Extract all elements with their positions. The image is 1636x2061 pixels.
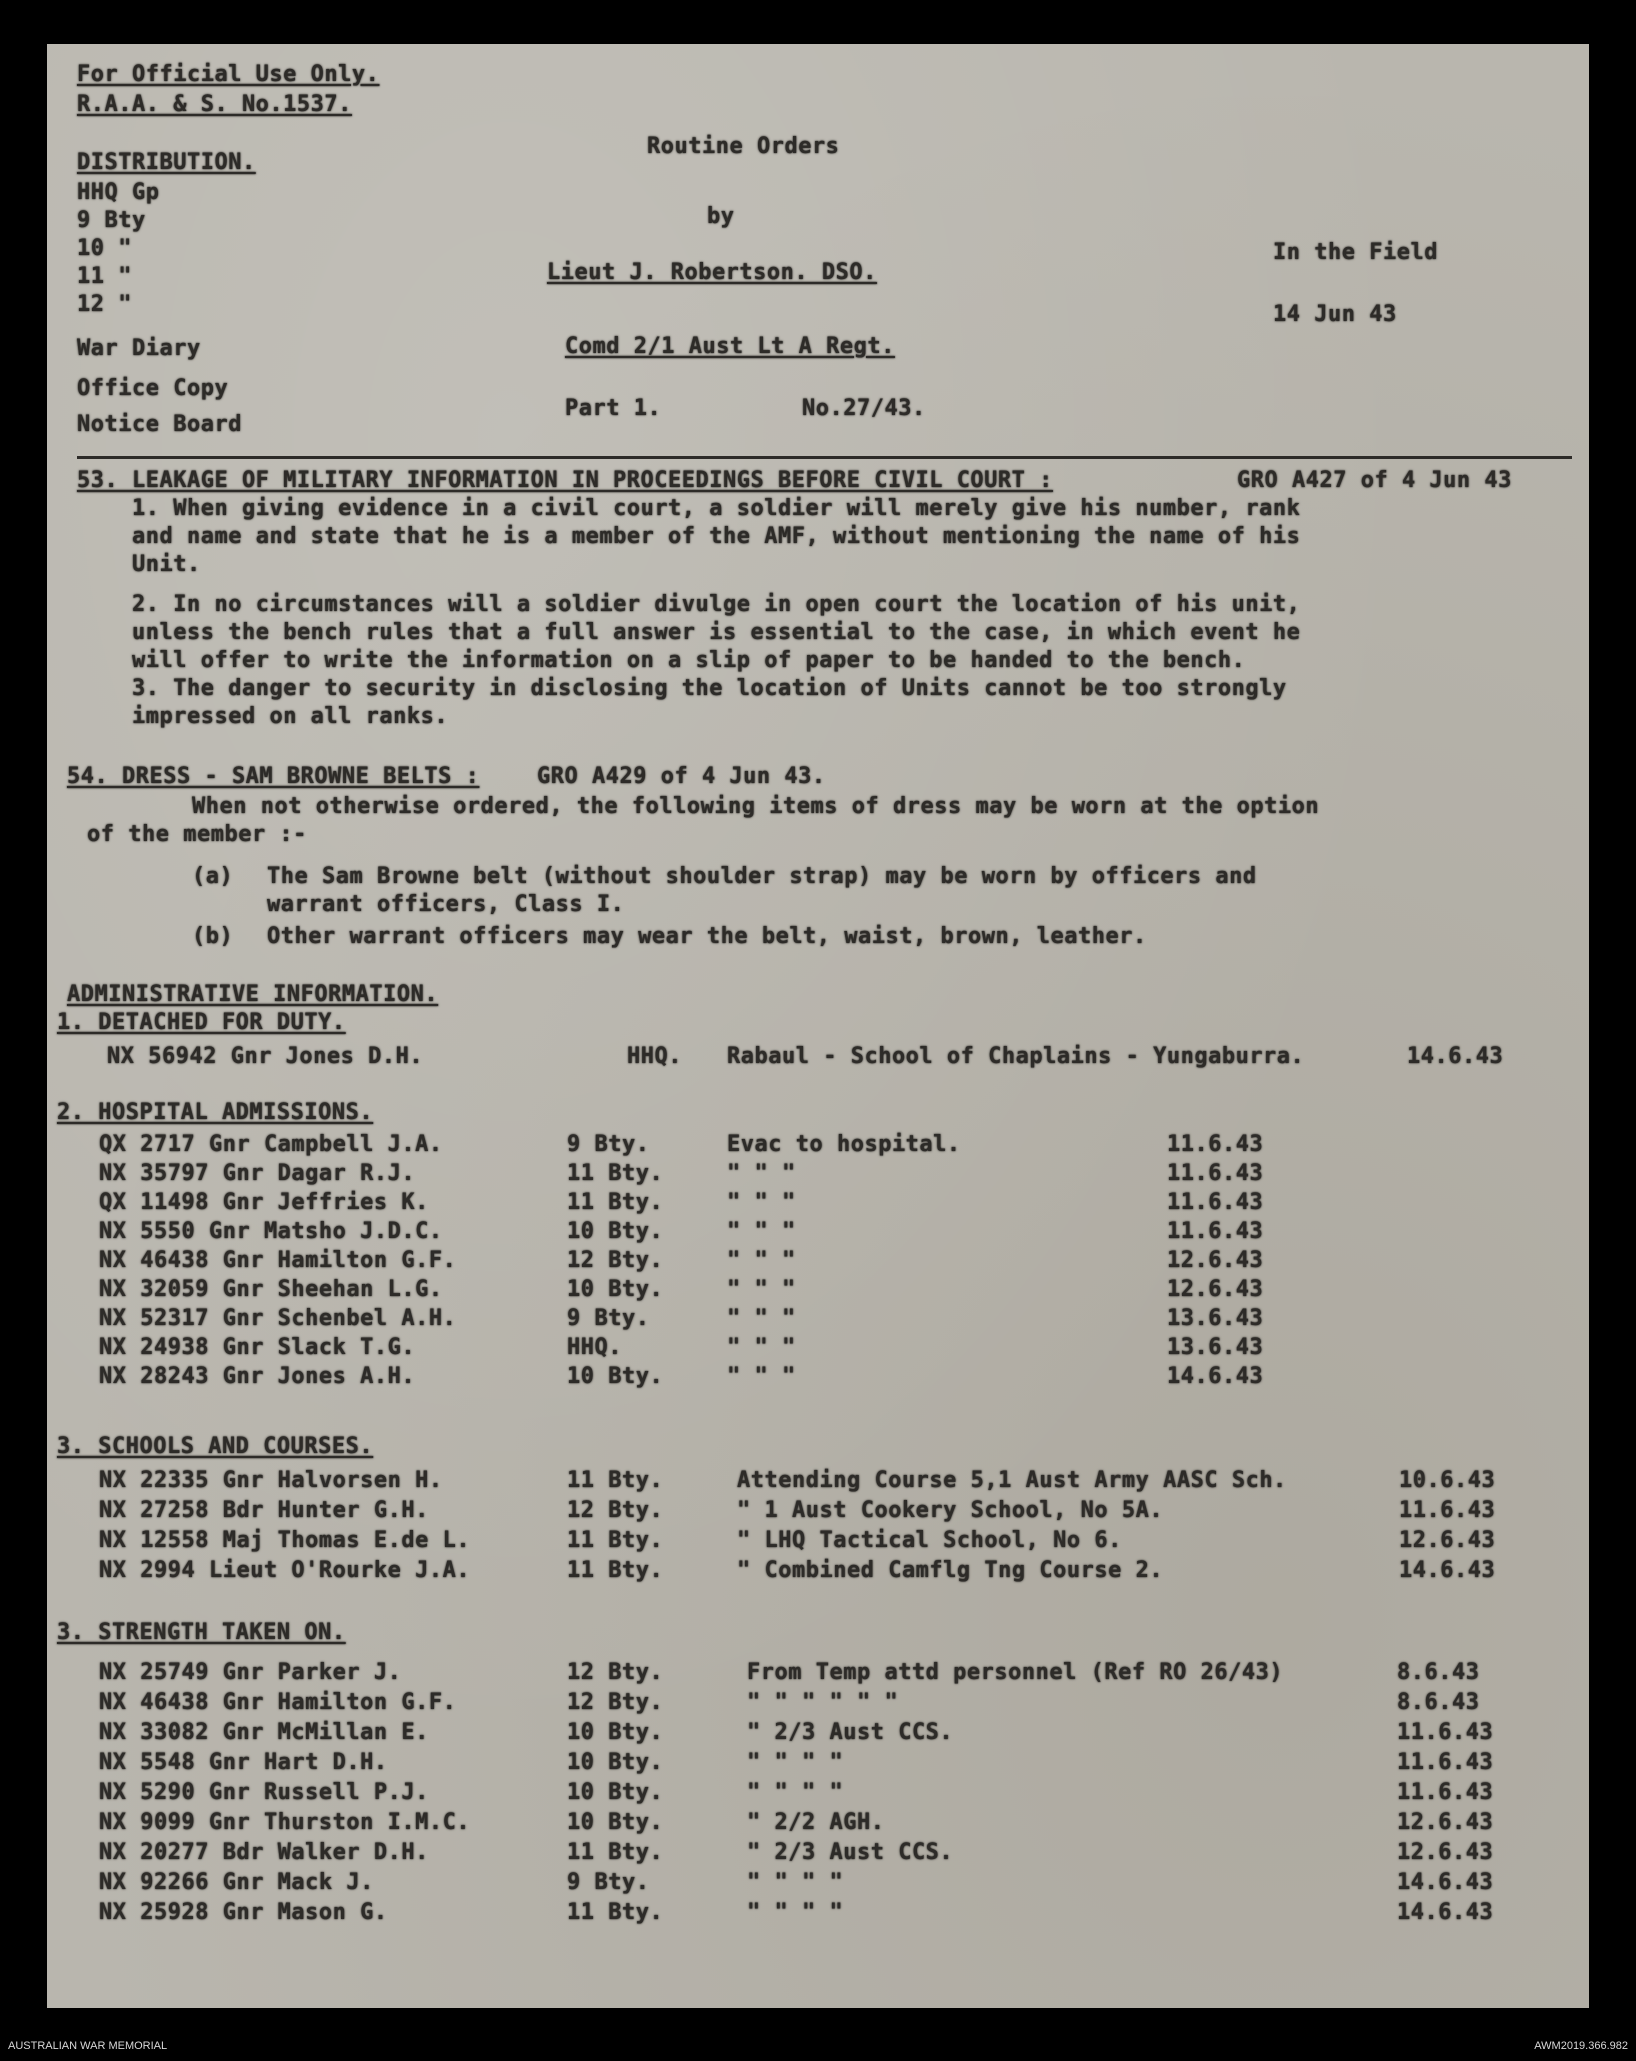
table-row-unit: 12 Bty. <box>567 1690 664 1715</box>
order-54-line: When not otherwise ordered, the following items of dress may be worn at the option <box>192 794 1320 819</box>
table-row-unit: 11 Bty. <box>567 1468 664 1493</box>
table-row-name: QX 11498 Gnr Jeffries K. <box>99 1190 429 1215</box>
table-row-date: 11.6.43 <box>1167 1190 1264 1215</box>
table-row-name: NX 28243 Gnr Jones A.H. <box>99 1364 416 1389</box>
order-54-ref: GRO A429 of 4 Jun 43. <box>537 764 826 789</box>
table-row-name: NX 24938 Gnr Slack T.G. <box>99 1335 416 1360</box>
strength-heading: 3. STRENGTH TAKEN ON. <box>57 1620 346 1645</box>
distribution-item: War Diary <box>77 336 201 361</box>
distribution-item: 10 " <box>77 236 132 261</box>
unit-name: Comd 2/1 Aust Lt A Regt. <box>565 334 895 359</box>
distribution-item: 12 " <box>77 292 132 317</box>
table-row-name: NX 5548 Gnr Hart D.H. <box>99 1750 388 1775</box>
distribution-item: Notice Board <box>77 412 242 437</box>
order-53-line: 3. The danger to security in disclosing the location of Units cannot be too strongly <box>132 676 1287 701</box>
table-row-note: " " " " <box>747 1750 844 1775</box>
order-54-heading: 54. DRESS - SAM BROWNE BELTS : <box>67 764 480 789</box>
distribution-item: Office Copy <box>77 376 229 401</box>
table-row-unit: 9 Bty. <box>567 1306 650 1331</box>
table-row-note: " " " <box>727 1161 796 1186</box>
table-row-name: NX 32059 Gnr Sheehan L.G. <box>99 1277 443 1302</box>
table-row-unit: 12 Bty. <box>567 1498 664 1523</box>
table-row-note: " " " <box>727 1364 796 1389</box>
detached-unit: HHQ. <box>627 1044 682 1069</box>
table-row-date: 12.6.43 <box>1397 1810 1494 1835</box>
official-use-note: For Official Use Only. <box>77 62 380 87</box>
table-row-name: NX 33082 Gnr McMillan E. <box>99 1720 429 1745</box>
table-row-note: Evac to hospital. <box>727 1132 961 1157</box>
table-row-date: 11.6.43 <box>1167 1161 1264 1186</box>
table-row-name: NX 5290 Gnr Russell P.J. <box>99 1780 429 1805</box>
footer-archive-name: AUSTRALIAN WAR MEMORIAL <box>8 2040 168 2052</box>
table-row-date: 13.6.43 <box>1167 1306 1264 1331</box>
table-row-date: 8.6.43 <box>1397 1690 1480 1715</box>
table-row-note: " " " <box>727 1306 796 1331</box>
table-row-unit: 11 Bty. <box>567 1900 664 1925</box>
table-row-date: 14.6.43 <box>1397 1900 1494 1925</box>
table-row-date: 11.6.43 <box>1397 1750 1494 1775</box>
table-row-note: From Temp attd personnel (Ref RO 26/43) <box>747 1660 1284 1685</box>
table-row-date: 8.6.43 <box>1397 1660 1480 1685</box>
table-row-note: " 2/2 AGH. <box>747 1810 885 1835</box>
table-row-note: " Combined Camflg Tng Course 2. <box>737 1558 1164 1583</box>
table-row-date: 10.6.43 <box>1399 1468 1496 1493</box>
order-53-line: impressed on all ranks. <box>132 704 449 729</box>
order-54-item-mark: (a) <box>192 864 234 889</box>
title-by: by <box>707 204 735 229</box>
table-row-name: NX 9099 Gnr Thurston I.M.C. <box>99 1810 471 1835</box>
table-row-name: NX 27258 Bdr Hunter G.H. <box>99 1498 429 1523</box>
table-row-unit: 10 Bty. <box>567 1780 664 1805</box>
table-row-name: NX 12558 Maj Thomas E.de L. <box>99 1528 471 1553</box>
table-row-unit: HHQ. <box>567 1335 622 1360</box>
table-row-date: 11.6.43 <box>1167 1132 1264 1157</box>
detached-name: NX 56942 Gnr Jones D.H. <box>107 1044 424 1069</box>
detached-heading: 1. DETACHED FOR DUTY. <box>57 1010 346 1035</box>
table-row-unit: 11 Bty. <box>567 1190 664 1215</box>
table-row-note: " 1 Aust Cookery School, No 5A. <box>737 1498 1164 1523</box>
part-label: Part 1. <box>565 396 662 421</box>
place-label: In the Field <box>1273 240 1438 265</box>
table-row-date: 13.6.43 <box>1167 1335 1264 1360</box>
table-row-unit: 10 Bty. <box>567 1219 664 1244</box>
table-row-name: NX 22335 Gnr Halvorsen H. <box>99 1468 443 1493</box>
table-row-unit: 10 Bty. <box>567 1277 664 1302</box>
table-row-note: Attending Course 5,1 Aust Army AASC Sch. <box>737 1468 1287 1493</box>
order-53-line: 2. In no circumstances will a soldier divulge in open court the location of his unit, <box>132 592 1301 617</box>
table-row-date: 11.6.43 <box>1399 1498 1496 1523</box>
table-row-name: NX 46438 Gnr Hamilton G.F. <box>99 1690 457 1715</box>
table-row-note: " " " " <box>747 1900 844 1925</box>
order-number: No.27/43. <box>802 396 926 421</box>
table-row-date: 11.6.43 <box>1397 1720 1494 1745</box>
distribution-item: 9 Bty <box>77 208 146 233</box>
document-page <box>47 44 1589 2008</box>
table-row-unit: 10 Bty. <box>567 1750 664 1775</box>
table-row-note: " " " <box>727 1277 796 1302</box>
table-row-note: " " " " <box>747 1870 844 1895</box>
order-53-heading: 53. LEAKAGE OF MILITARY INFORMATION IN PROCEEDINGS BEFORE CIVIL COURT : <box>77 468 1053 493</box>
order-54-line: of the member :- <box>87 822 307 847</box>
distribution-item: 11 " <box>77 264 132 289</box>
order-date: 14 Jun 43 <box>1273 302 1397 327</box>
document-title: Routine Orders <box>647 134 840 159</box>
detached-note: Rabaul - School of Chaplains - Yungaburra. <box>727 1044 1305 1069</box>
table-row-unit: 9 Bty. <box>567 1870 650 1895</box>
table-row-note: " LHQ Tactical School, No 6. <box>737 1528 1122 1553</box>
order-54-item-mark: (b) <box>192 924 234 949</box>
table-row-note: " " " " <box>747 1780 844 1805</box>
table-row-unit: 9 Bty. <box>567 1132 650 1157</box>
table-row-unit: 11 Bty. <box>567 1161 664 1186</box>
table-row-note: " " " <box>727 1219 796 1244</box>
table-row-unit: 10 Bty. <box>567 1720 664 1745</box>
table-row-unit: 10 Bty. <box>567 1364 664 1389</box>
table-row-note: " " " <box>727 1248 796 1273</box>
distribution-label: DISTRIBUTION. <box>77 150 256 175</box>
table-row-name: NX 92266 Gnr Mack J. <box>99 1870 374 1895</box>
admin-heading: ADMINISTRATIVE INFORMATION. <box>67 982 439 1007</box>
table-row-name: NX 25928 Gnr Mason G. <box>99 1900 388 1925</box>
table-row-date: 12.6.43 <box>1167 1248 1264 1273</box>
table-row-name: QX 2717 Gnr Campbell J.A. <box>99 1132 443 1157</box>
table-row-date: 11.6.43 <box>1397 1780 1494 1805</box>
table-row-name: NX 35797 Gnr Dagar R.J. <box>99 1161 416 1186</box>
order-54-item-line: Other warrant officers may wear the belt, waist, brown, leather. <box>267 924 1147 949</box>
header-rule <box>77 456 1572 459</box>
table-row-date: 12.6.43 <box>1399 1528 1496 1553</box>
order-54-item-line: The Sam Browne belt (without shoulder strap) may be worn by officers and <box>267 864 1257 889</box>
order-53-line: and name and state that he is a member of the AMF, without mentioning the name of his <box>132 524 1301 549</box>
order-53-line: 1. When giving evidence in a civil court, a soldier will merely give his number, rank <box>132 496 1301 521</box>
table-row-note: " 2/3 Aust CCS. <box>747 1840 954 1865</box>
distribution-item: HHQ Gp <box>77 180 160 205</box>
table-row-unit: 12 Bty. <box>567 1660 664 1685</box>
table-row-date: 12.6.43 <box>1397 1840 1494 1865</box>
order-53-ref: GRO A427 of 4 Jun 43 <box>1237 468 1512 493</box>
table-row-date: 14.6.43 <box>1167 1364 1264 1389</box>
order-54-item-line: warrant officers, Class I. <box>267 892 625 917</box>
table-row-name: NX 52317 Gnr Schenbel A.H. <box>99 1306 457 1331</box>
table-row-note: " " " <box>727 1335 796 1360</box>
order-53-line: unless the bench rules that a full answer is essential to the case, in which event he <box>132 620 1301 645</box>
table-row-date: 14.6.43 <box>1397 1870 1494 1895</box>
table-row-note: " " " <box>727 1190 796 1215</box>
table-row-unit: 10 Bty. <box>567 1810 664 1835</box>
table-row-date: 12.6.43 <box>1167 1277 1264 1302</box>
hospital-heading: 2. HOSPITAL ADMISSIONS. <box>57 1100 374 1125</box>
reference-number: R.A.A. & S. No.1537. <box>77 92 352 117</box>
table-row-name: NX 46438 Gnr Hamilton G.F. <box>99 1248 457 1273</box>
table-row-unit: 11 Bty. <box>567 1528 664 1553</box>
table-row-unit: 11 Bty. <box>567 1840 664 1865</box>
table-row-date: 11.6.43 <box>1167 1219 1264 1244</box>
table-row-unit: 12 Bty. <box>567 1248 664 1273</box>
table-row-name: NX 2994 Lieut O'Rourke J.A. <box>99 1558 471 1583</box>
table-row-name: NX 20277 Bdr Walker D.H. <box>99 1840 429 1865</box>
table-row-unit: 11 Bty. <box>567 1558 664 1583</box>
order-53-line: Unit. <box>132 552 201 577</box>
table-row-date: 14.6.43 <box>1399 1558 1496 1583</box>
table-row-name: NX 5550 Gnr Matsho J.D.C. <box>99 1219 443 1244</box>
detached-date: 14.6.43 <box>1407 1044 1504 1069</box>
table-row-note: " 2/3 Aust CCS. <box>747 1720 954 1745</box>
schools-heading: 3. SCHOOLS AND COURSES. <box>57 1434 374 1459</box>
order-53-line: will offer to write the information on a slip of paper to be handed to the bench. <box>132 648 1246 673</box>
footer-accession-number: AWM2019.366.982 <box>1534 2040 1628 2052</box>
commander-name: Lieut J. Robertson. DSO. <box>547 260 877 285</box>
table-row-note: " " " " " " <box>747 1690 899 1715</box>
table-row-name: NX 25749 Gnr Parker J. <box>99 1660 402 1685</box>
